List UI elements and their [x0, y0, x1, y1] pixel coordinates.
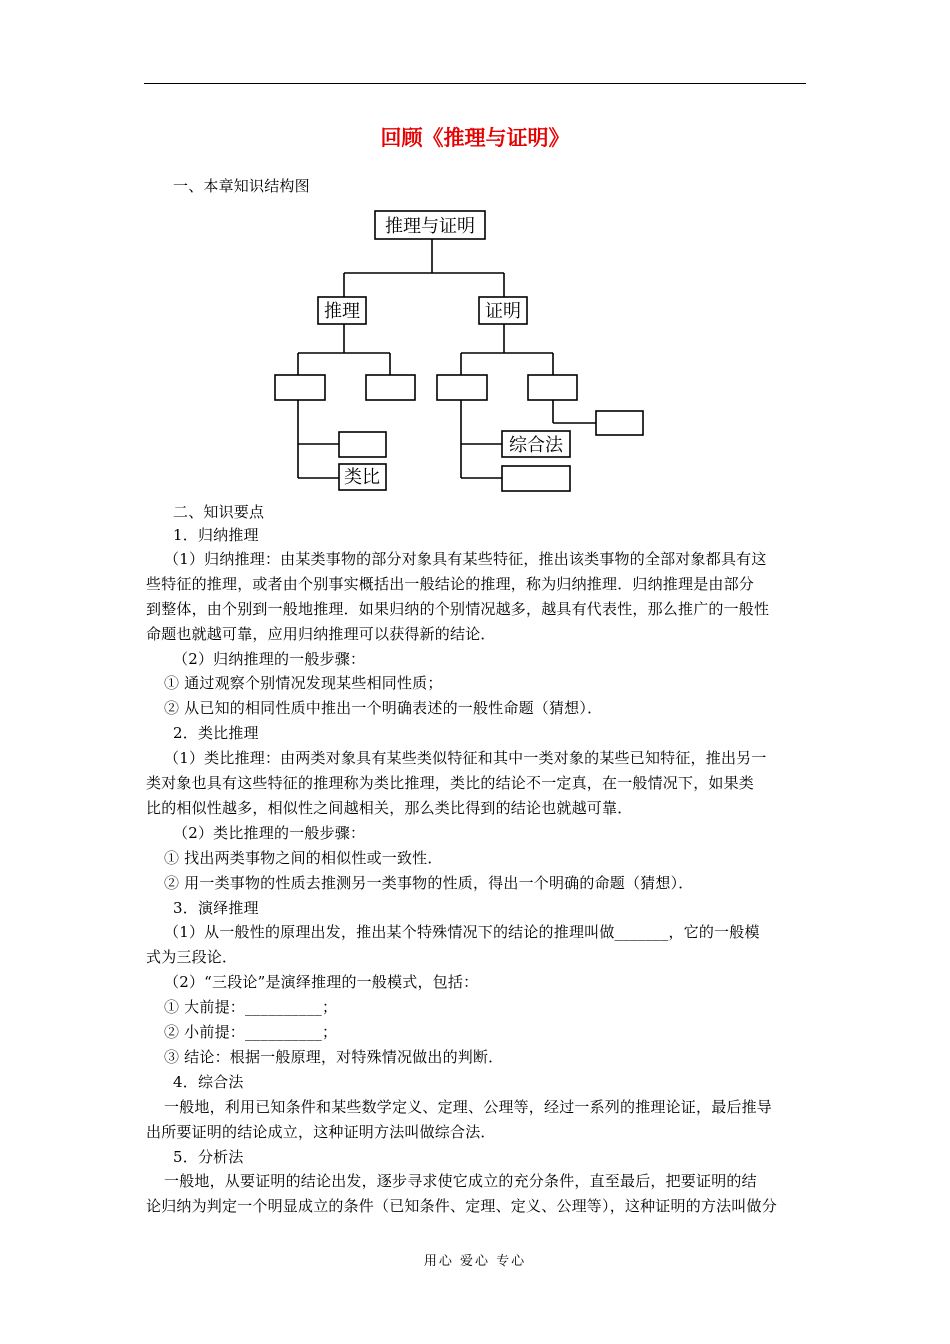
page-footer: 用心 爱心 专心 — [423, 1254, 527, 1269]
paragraph-line: 类对象也具有这些特征的推理称为类比推理，类比的结论不一定真，在一般情况下，如果类 — [146, 774, 755, 792]
paragraph-line: 命题也就越可靠，应用归纳推理可以获得新的结论． — [146, 625, 496, 643]
list-item: ① 找出两类事物之间的相似性或一致性． — [164, 849, 443, 867]
list-item: ① 通过观察个别情况发现某些相同性质； — [164, 674, 443, 692]
list-item: ② 从已知的相同性质中推出一个明确表述的一般性命题（猜想）． — [164, 699, 603, 717]
paragraph-line: （1）类比推理：由两类对象具有某些类似特征和其中一类对象的某些已知特征，推出另一 — [164, 749, 767, 767]
paragraph-line: 论归纳为判定一个明显成立的条件（已知条件、定理、定义、公理等），这种证明的方法叫做分 — [146, 1197, 777, 1215]
list-item: ① 大前提：__________； — [164, 998, 338, 1016]
node-left-child-2 — [366, 375, 415, 400]
list-item: ② 用一类事物的性质去推测另一类事物的性质，得出一个明确的命题（猜想）． — [164, 874, 694, 892]
page-title: 回顾《推理与证明》 — [380, 126, 570, 150]
subheading-deduction: 3．演绎推理 — [173, 899, 259, 917]
paragraph-line: （2）“三段论”是演绎推理的一般模式，包括： — [164, 973, 479, 991]
paragraph-line: （1）归纳推理：由某类事物的部分对象具有某些特征，推出该类事物的全部对象都具有这 — [164, 550, 767, 568]
subheading-analogy: 2．类比推理 — [173, 724, 259, 742]
node-right-grandchild-3 — [502, 466, 570, 491]
paragraph-line: （2）归纳推理的一般步骤： — [173, 650, 366, 668]
paragraph-line: （2）类比推理的一般步骤： — [173, 824, 366, 842]
node-root-label: 推理与证明 — [385, 216, 475, 237]
paragraph-line: 式为三段论． — [146, 948, 238, 966]
subheading-synthesis: 4．综合法 — [173, 1073, 244, 1091]
knowledge-structure-diagram — [250, 200, 650, 500]
section-heading-structure: 一、本章知识结构图 — [173, 177, 310, 195]
subheading-analysis: 5．分析法 — [173, 1148, 244, 1166]
node-reasoning-label: 推理 — [324, 301, 360, 322]
node-analogy-label: 类比 — [344, 467, 380, 488]
node-right-child-2 — [528, 375, 577, 400]
node-right-grandchild-1 — [596, 411, 643, 435]
list-item: ② 小前提：__________； — [164, 1023, 338, 1041]
list-item: ③ 结论：根据一般原理，对特殊情况做出的判断． — [164, 1048, 504, 1066]
node-left-child-1 — [275, 375, 325, 400]
paragraph-line: （1）从一般性的原理出发，推出某个特殊情况下的结论的推理叫做_______，它的一般模 — [164, 923, 760, 941]
paragraph-line: 出所要证明的结论成立，这种证明方法叫做综合法． — [146, 1123, 496, 1141]
paragraph-line: 一般地，从要证明的结论出发，逐步寻求使它成立的充分条件，直至最后，把要证明的结 — [164, 1172, 757, 1190]
node-right-child-1 — [437, 375, 487, 400]
node-synthesis-label: 综合法 — [509, 435, 563, 456]
node-left-grandchild-1 — [339, 432, 386, 457]
header-rule — [144, 83, 806, 84]
subheading-induction: 1．归纳推理 — [173, 526, 259, 544]
paragraph-line: 一般地，利用已知条件和某些数学定义、定理、公理等，经过一系列的推理论证，最后推导 — [164, 1098, 773, 1116]
node-proof-label: 证明 — [485, 301, 521, 322]
section-heading-key-points: 二、知识要点 — [173, 503, 265, 521]
paragraph-line: 比的相似性越多，相似性之间越相关，那么类比得到的结论也就越可靠． — [146, 799, 633, 817]
paragraph-line: 些特征的推理，或者由个别事实概括出一般结论的推理，称为归纳推理．归纳推理是由部分 — [146, 575, 755, 593]
paragraph-line: 到整体，由个别到一般地推理．如果归纳的个别情况越多，越具有代表性，那么推广的一般性 — [146, 600, 770, 618]
